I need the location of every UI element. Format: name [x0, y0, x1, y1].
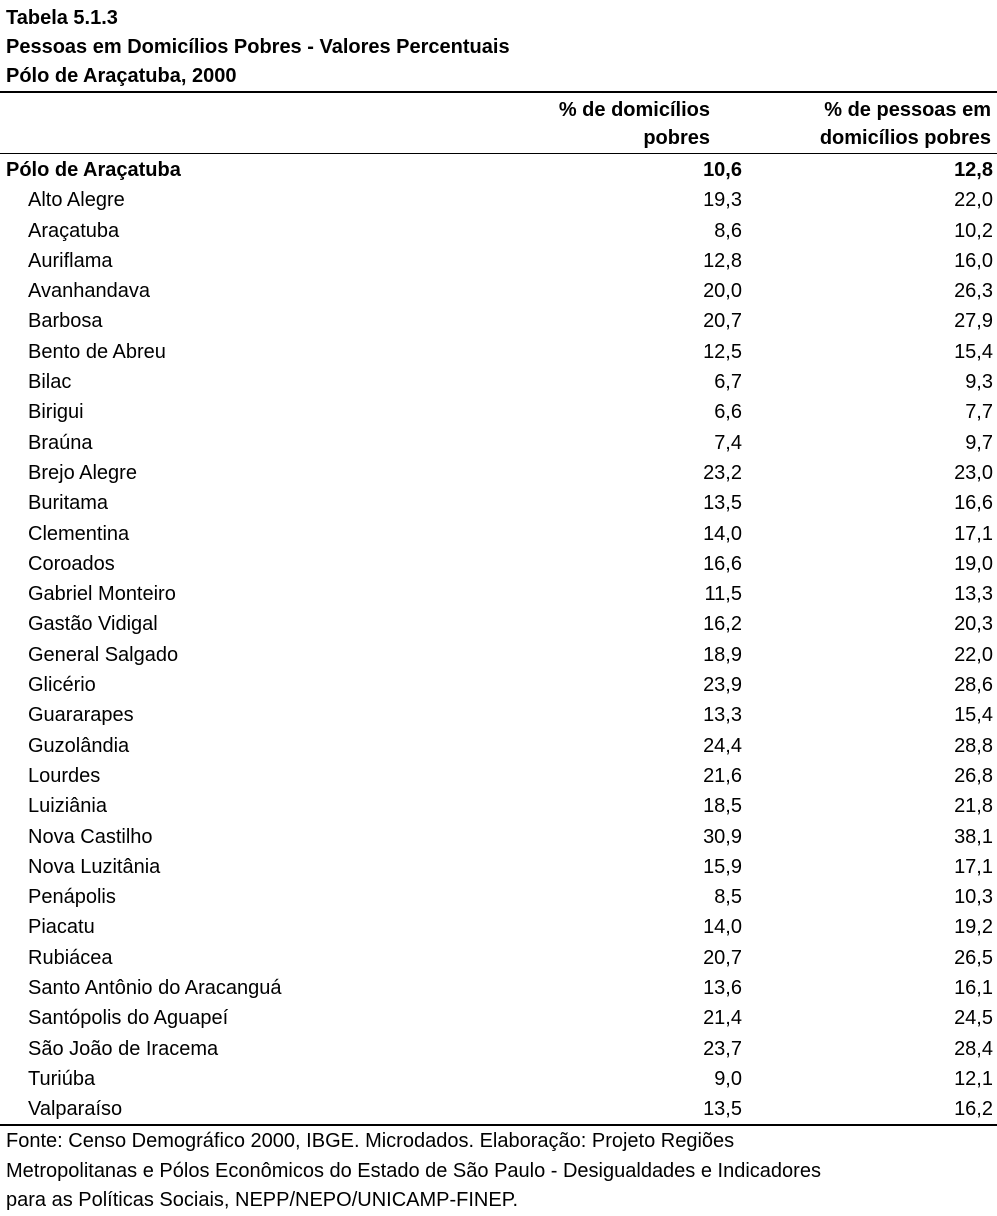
row-value-households: 12,5: [703, 340, 742, 363]
row-value-households: 19,3: [703, 189, 742, 212]
row-value-households: 18,5: [703, 795, 742, 818]
row-name: Pólo de Araçatuba: [6, 159, 181, 181]
table-row: [0, 942, 997, 972]
row-name: Santópolis do Aguapeí: [28, 1007, 229, 1030]
row-name: Nova Luzitânia: [28, 855, 161, 878]
table-row: [0, 336, 997, 366]
row-value-persons: 12,1: [954, 1067, 993, 1090]
row-value-households: 8,5: [714, 886, 742, 909]
row-value-households: 15,9: [703, 855, 742, 878]
table-row: [0, 821, 997, 851]
row-name: Bilac: [28, 371, 72, 394]
row-value-persons: 13,3: [954, 583, 993, 606]
row-value-persons: 26,3: [954, 280, 993, 303]
table-row: [0, 639, 997, 669]
row-value-persons: 17,1: [954, 855, 993, 878]
row-value-households: 10,6: [703, 159, 742, 181]
row-value-households: 23,7: [703, 1037, 742, 1060]
table-row: [0, 608, 997, 638]
row-value-households: 11,5: [704, 583, 742, 606]
table-row: [0, 790, 997, 820]
table-row: [0, 305, 997, 335]
table-row: [0, 760, 997, 790]
row-value-persons: 16,0: [954, 249, 993, 272]
table-row: [0, 730, 997, 760]
row-name: Buritama: [28, 492, 109, 515]
table-row: [0, 487, 997, 517]
table-row: [0, 548, 997, 578]
row-name: Braúna: [28, 431, 93, 454]
table-row: [0, 396, 997, 426]
row-value-households: 20,7: [703, 946, 742, 969]
table-row: [0, 911, 997, 941]
row-name: Gastão Vidigal: [28, 613, 158, 636]
row-value-persons: 16,6: [954, 492, 993, 515]
table-header: [0, 93, 997, 154]
row-value-households: 12,8: [703, 249, 742, 272]
row-value-households: 13,3: [703, 704, 742, 727]
table-row: [0, 881, 997, 911]
row-name: General Salgado: [28, 643, 179, 666]
row-name: Nova Castilho: [28, 825, 153, 848]
table-row: [0, 578, 997, 608]
table-row: [0, 245, 997, 275]
row-value-households: 20,7: [703, 310, 742, 333]
row-value-persons: 22,0: [954, 189, 993, 212]
row-name: Glicério: [28, 674, 96, 697]
column-header-households-line1: % de domicílios: [558, 99, 710, 121]
row-value-persons: 12,8: [954, 159, 993, 181]
row-name: Guzolândia: [28, 734, 130, 757]
row-name: Auriflama: [28, 249, 113, 272]
source-note-line3: para as Políticas Sociais, NEPP/NEPO/UNICAMP-FINEP.: [6, 1189, 519, 1211]
column-header-persons-line2: domicílios pobres: [819, 127, 991, 149]
table-subtitle: Pólo de Araçatuba, 2000: [6, 65, 237, 87]
row-value-persons: 15,4: [954, 340, 993, 363]
row-name: Penápolis: [28, 886, 116, 909]
column-header-households: [559, 96, 710, 152]
row-value-persons: 10,2: [954, 219, 993, 242]
row-name: Gabriel Monteiro: [28, 583, 176, 606]
row-name: Brejo Alegre: [28, 461, 137, 484]
row-value-households: 9,0: [714, 1067, 742, 1090]
row-value-persons: 9,7: [965, 431, 993, 454]
row-value-persons: 7,7: [965, 401, 993, 424]
table-row: [0, 215, 997, 245]
table-number: Tabela 5.1.3: [6, 7, 118, 29]
table-row: [0, 427, 997, 457]
row-value-persons: 16,2: [954, 1098, 993, 1121]
row-name: Rubiácea: [28, 946, 113, 969]
table-row: [0, 1002, 997, 1032]
row-value-households: 7,4: [714, 431, 742, 454]
row-name: Bento de Abreu: [28, 340, 166, 363]
row-value-households: 13,5: [703, 492, 742, 515]
row-value-persons: 20,3: [954, 613, 993, 636]
table-row: [0, 366, 997, 396]
row-value-persons: 28,6: [954, 674, 993, 697]
source-note-line1: Fonte: Censo Demográfico 2000, IBGE. Microdados. Elaboração: Projeto Regiões: [6, 1130, 735, 1152]
row-value-persons: 10,3: [954, 886, 993, 909]
row-value-households: 6,7: [714, 371, 742, 394]
row-value-households: 14,0: [703, 522, 742, 545]
row-value-households: 6,6: [714, 401, 742, 424]
row-name: Turiúba: [28, 1067, 96, 1090]
row-name: Avanhandava: [28, 280, 150, 303]
table-row: [0, 972, 997, 1002]
table-row: [0, 851, 997, 881]
row-name: Alto Alegre: [28, 189, 125, 212]
column-header-households-line2: pobres: [643, 127, 710, 149]
row-value-persons: 24,5: [954, 1007, 993, 1030]
table-row: [0, 275, 997, 305]
table-row: [0, 1063, 997, 1093]
table-body: [0, 154, 997, 1126]
row-value-persons: 17,1: [954, 522, 993, 545]
row-name: Luiziânia: [28, 795, 107, 818]
table-row: [0, 457, 997, 487]
column-header-persons: [820, 96, 991, 152]
table-title: Pessoas em Domicílios Pobres - Valores Percentuais: [6, 36, 510, 58]
row-value-households: 16,2: [703, 613, 742, 636]
table-row: [0, 1033, 997, 1063]
row-value-households: 13,5: [703, 1098, 742, 1121]
row-value-households: 16,6: [703, 552, 742, 575]
row-value-persons: 28,4: [954, 1037, 993, 1060]
row-name: Clementina: [28, 522, 130, 545]
row-value-households: 14,0: [703, 916, 742, 939]
table-row: [0, 518, 997, 548]
row-name: Santo Antônio do Aracanguá: [28, 977, 282, 1000]
row-value-persons: 28,8: [954, 734, 993, 757]
source-note-line2: Metropolitanas e Pólos Econômicos do Estado de São Paulo - Desigualdades e Indicadores: [6, 1159, 821, 1182]
row-value-households: 23,9: [703, 674, 742, 697]
row-value-households: 8,6: [714, 219, 742, 242]
source-note: [6, 1127, 991, 1216]
row-name: Araçatuba: [28, 219, 120, 242]
row-value-households: 24,4: [703, 734, 742, 757]
row-name: Lourdes: [28, 764, 101, 787]
table-row: [0, 184, 997, 214]
table-row: [0, 1093, 997, 1123]
row-value-persons: 21,8: [954, 795, 993, 818]
row-name: Valparaíso: [28, 1098, 123, 1121]
row-name: Coroados: [28, 552, 115, 575]
row-name: Guararapes: [28, 704, 134, 727]
row-value-persons: 26,8: [954, 764, 993, 787]
row-value-households: 20,0: [703, 280, 742, 303]
row-value-persons: 22,0: [954, 643, 993, 666]
row-value-persons: 38,1: [954, 825, 993, 848]
row-name: Birigui: [28, 401, 84, 424]
column-header-persons-line1: % de pessoas em: [824, 99, 991, 121]
row-value-persons: 15,4: [954, 704, 993, 727]
row-value-households: 18,9: [703, 643, 742, 666]
row-value-persons: 19,2: [954, 916, 993, 939]
row-value-persons: 16,1: [954, 977, 993, 1000]
row-value-households: 13,6: [703, 977, 742, 1000]
row-value-persons: 23,0: [954, 461, 993, 484]
row-value-persons: 26,5: [954, 946, 993, 969]
table-row: [0, 669, 997, 699]
row-value-persons: 19,0: [954, 552, 993, 575]
row-name: Barbosa: [28, 310, 103, 333]
data-table: [0, 91, 997, 1126]
table-row-total: [0, 154, 997, 184]
row-value-households: 30,9: [703, 825, 742, 848]
row-value-persons: 9,3: [965, 371, 993, 394]
row-name: São João de Iracema: [28, 1037, 219, 1060]
row-value-households: 21,6: [703, 764, 742, 787]
row-value-persons: 27,9: [954, 310, 993, 333]
row-value-households: 21,4: [703, 1007, 742, 1030]
row-name: Piacatu: [28, 916, 95, 939]
table-title-block: [6, 4, 510, 91]
table-row: [0, 699, 997, 729]
row-value-households: 23,2: [703, 461, 742, 484]
